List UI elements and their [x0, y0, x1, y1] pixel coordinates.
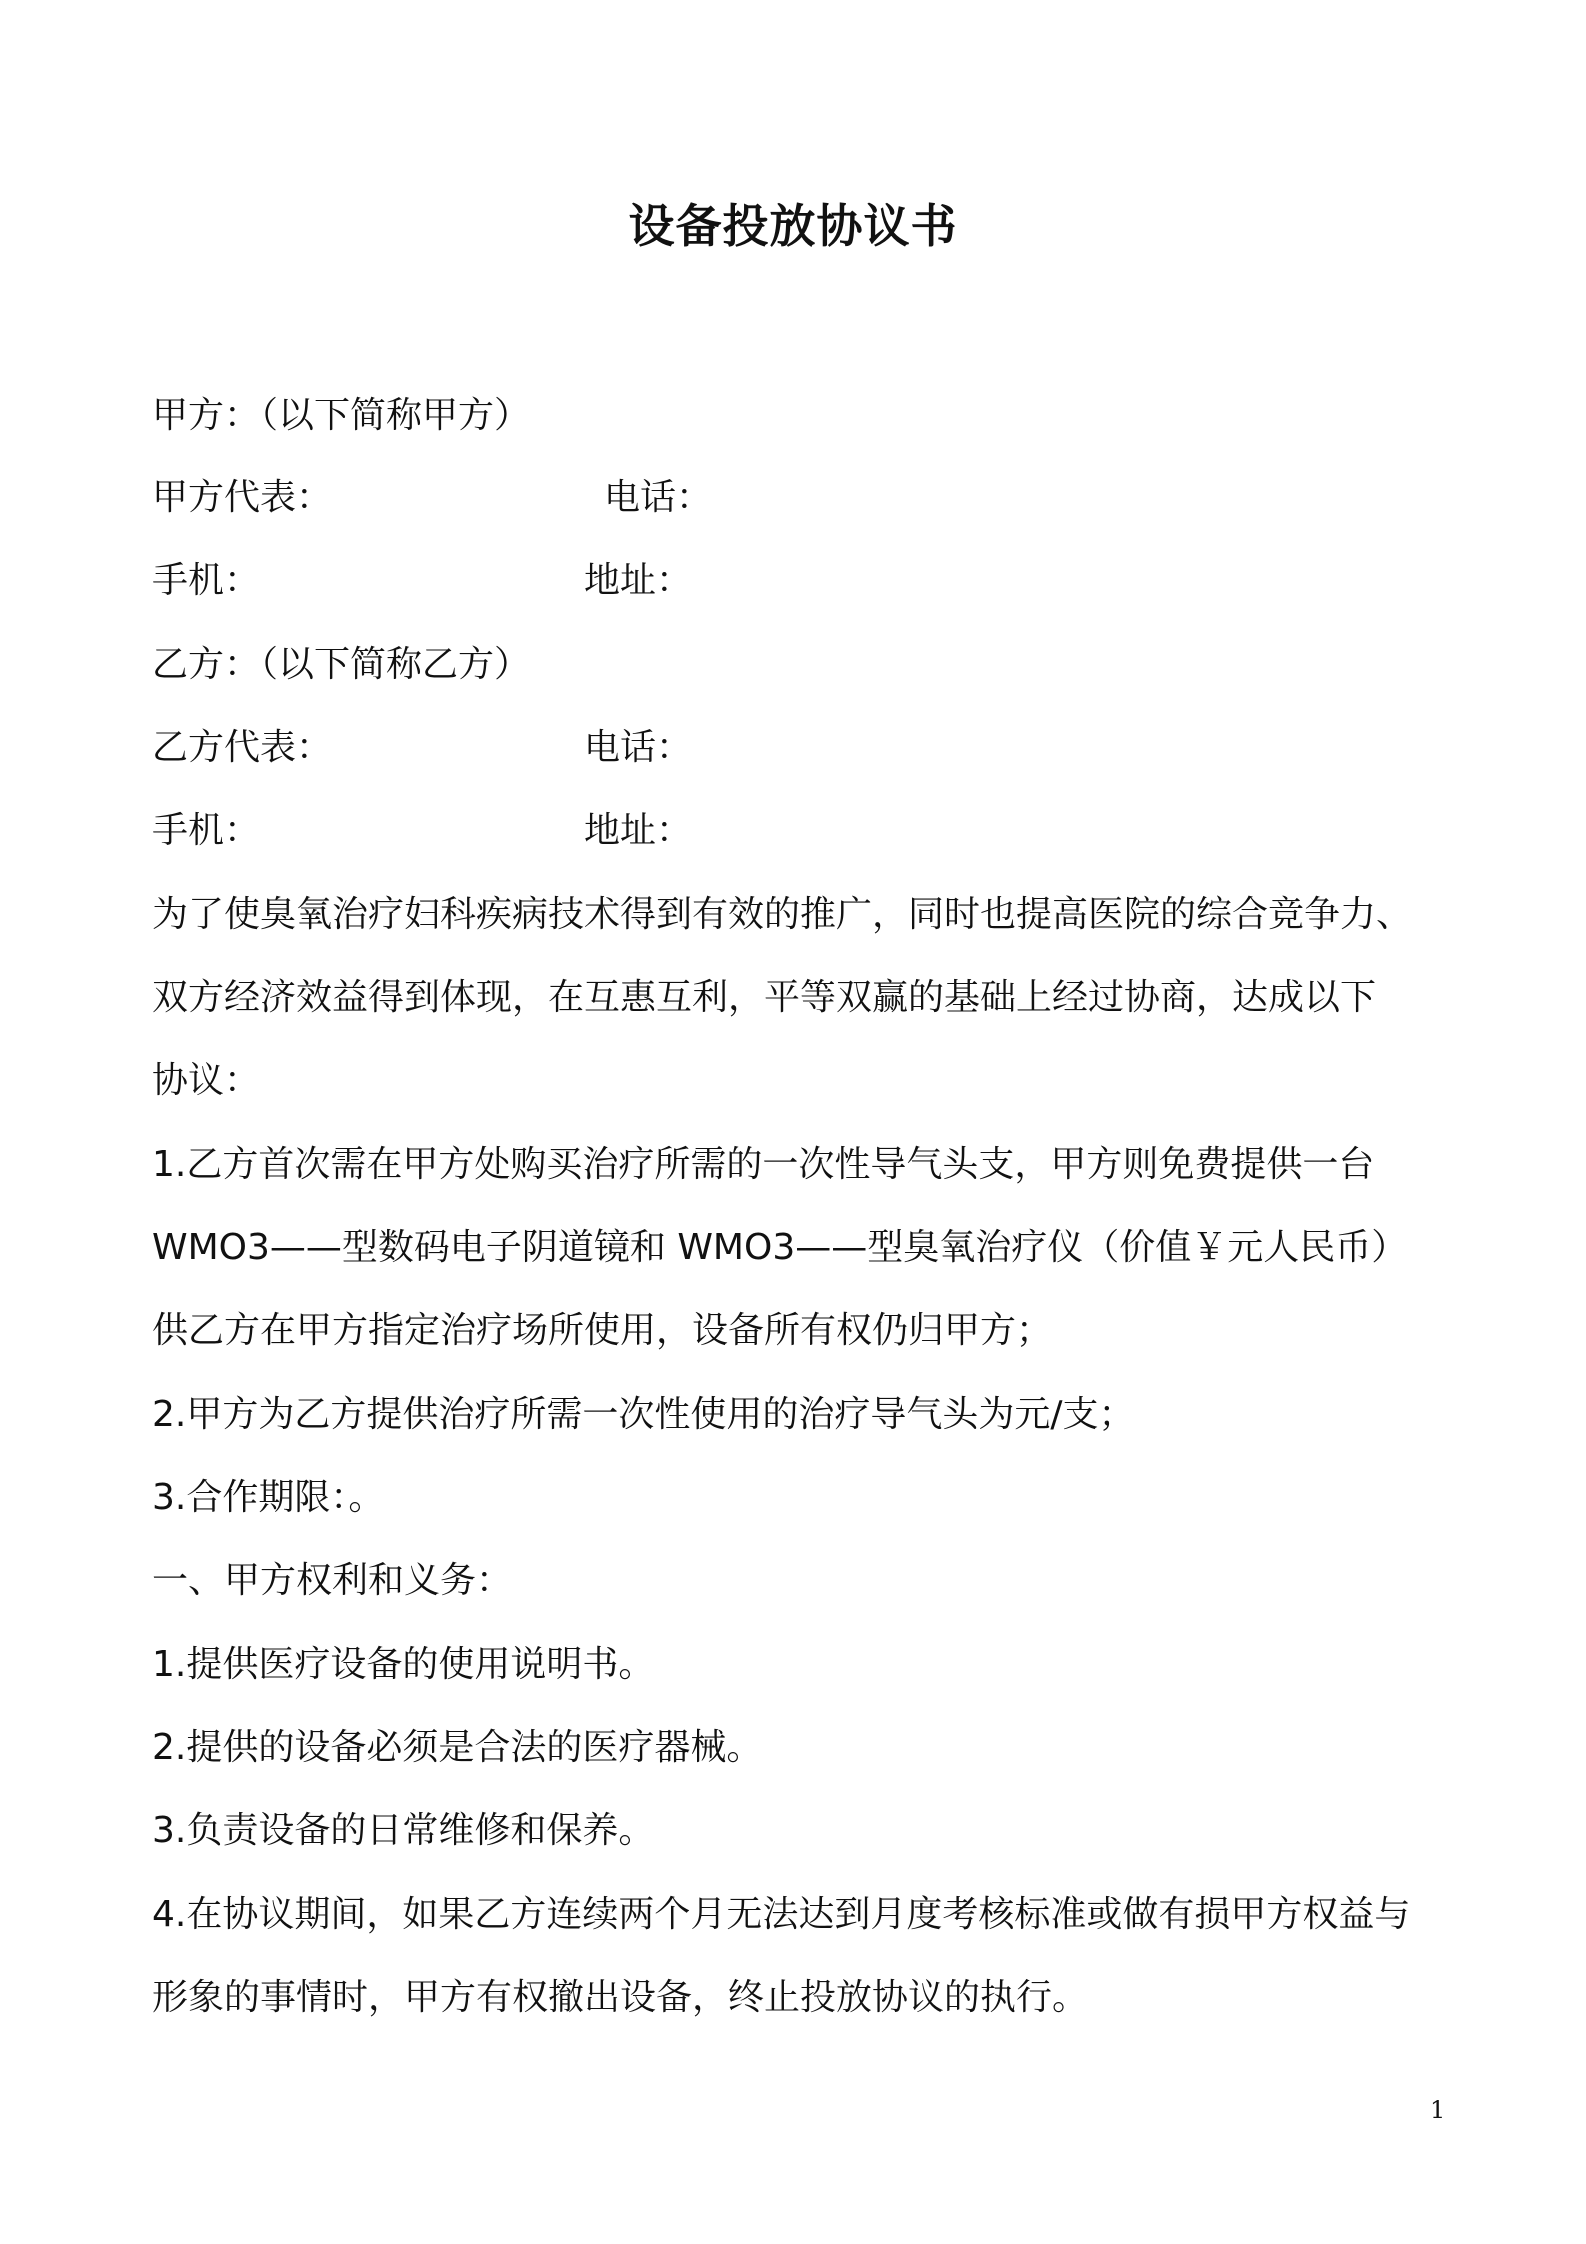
document-title: 设备投放协议书 [628, 199, 958, 253]
section-1-heading: 一、甲方权利和义务： [152, 1560, 513, 1601]
party-b-phone-label: 电话： [584, 727, 693, 768]
party-b-address-label: 地址： [584, 810, 693, 851]
party-b-header-row [152, 640, 530, 690]
party-a-header: 甲方：（以下简称甲方） [152, 395, 531, 436]
page-number: 1 [1430, 2096, 1446, 2124]
section-1-item-4-line: 4.在协议期间，如果乙方连续两个月无法达到月度考核标准或做有损甲方权益与 [152, 1894, 1411, 1935]
party-b-rep-row [152, 723, 693, 773]
party-a-rep-label: 甲方代表： [152, 477, 333, 518]
party-a-header-row [152, 391, 530, 441]
clause-1-line: WMO3——型数码电子阴道镜和 WMO3——型臭氧治疗仪（价值￥元人民币） [152, 1227, 1408, 1268]
section-1-item: 3.负责设备的日常维修和保养。 [152, 1810, 655, 1851]
intro-line: 双方经济效益得到体现，在互惠互利，平等双赢的基础上经过协商，达成以下 [152, 977, 1377, 1018]
party-b-rep-label: 乙方代表： [152, 727, 333, 768]
party-b-mobile-label: 手机： [152, 810, 261, 851]
party-a-mobile-row [152, 556, 693, 606]
party-a-rep-row [152, 473, 713, 523]
party-a-mobile-label: 手机： [152, 560, 261, 601]
party-a-phone-label: 电话： [604, 477, 713, 518]
party-a-address-label: 地址： [584, 560, 693, 601]
party-b-header: 乙方：（以下简称乙方） [152, 644, 531, 685]
section-1-item: 1.提供医疗设备的使用说明书。 [152, 1644, 655, 1685]
intro-line: 为了使臭氧治疗妇科疾病技术得到有效的推广，同时也提高医院的综合竞争力、 [152, 894, 1413, 935]
section-1-item: 2.提供的设备必须是合法的医疗器械。 [152, 1727, 763, 1768]
clause-1-line: 供乙方在甲方指定治疗场所使用，设备所有权仍归甲方； [152, 1310, 1053, 1351]
section-1-item-4-line: 形象的事情时，甲方有权撤出设备，终止投放协议的执行。 [152, 1977, 1089, 2018]
intro-line: 协议： [152, 1060, 261, 1101]
clause-2: 2.甲方为乙方提供治疗所需一次性使用的治疗导气头为元/支； [152, 1394, 1135, 1435]
party-b-mobile-row [152, 806, 693, 856]
clause-1-line: 1.乙方首次需在甲方处购买治疗所需的一次性导气头支，甲方则免费提供一台 [152, 1144, 1375, 1185]
clause-3: 3.合作期限：。 [152, 1477, 385, 1518]
